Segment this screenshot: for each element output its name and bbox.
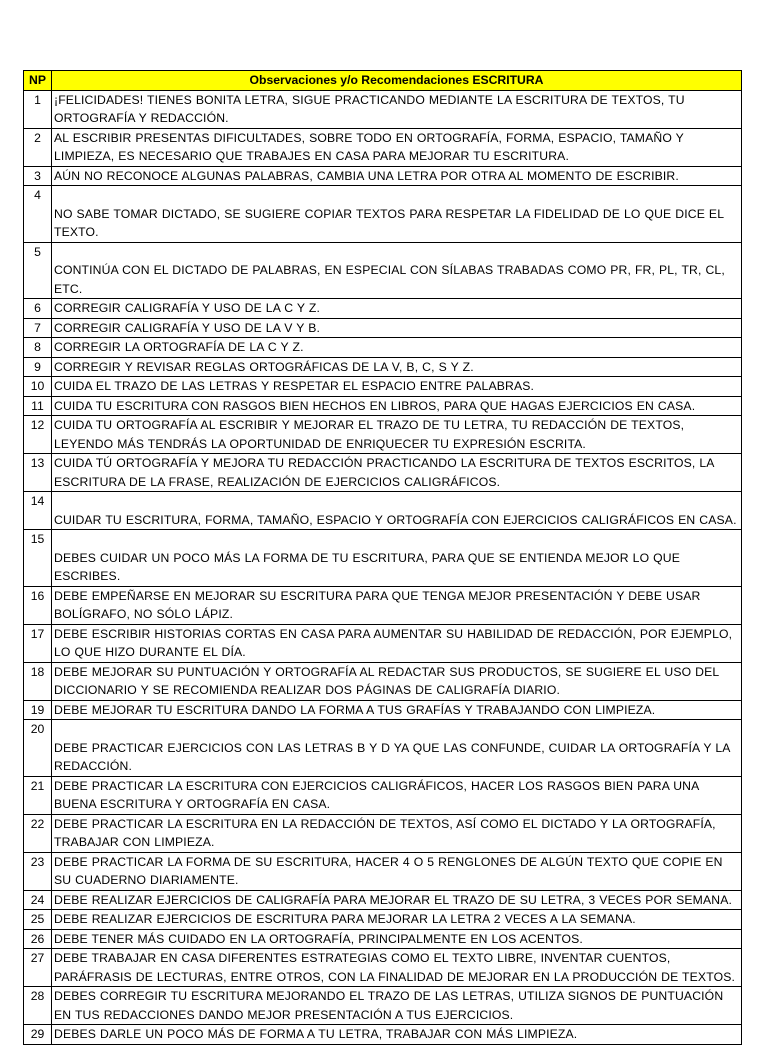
observation-cell[interactable]: ¡FELICIDADES! TIENES BONITA LETRA, SIGUE PRACTICANDO MEDIANTE LA ESCRITURA DE TEXTOS, TU ORTOGRAFÍA Y REDACCIÓN.	[52, 90, 742, 128]
observation-cell[interactable]: DEBE REALIZAR EJERCICIOS DE CALIGRAFÍA PARA MEJORAR EL TRAZO DE SU LETRA, 3 VECES POR SEMANA.	[52, 890, 742, 910]
np-cell[interactable]: 4	[24, 186, 52, 243]
table-row	[24, 1025, 742, 1045]
observations-table	[23, 70, 742, 1045]
np-cell[interactable]: 12	[24, 416, 52, 454]
np-cell[interactable]: 28	[24, 987, 52, 1025]
table-row	[24, 586, 742, 624]
table-row	[24, 299, 742, 319]
table-row	[24, 338, 742, 358]
np-cell[interactable]: 23	[24, 852, 52, 890]
np-cell[interactable]: 3	[24, 166, 52, 186]
table-row	[24, 852, 742, 890]
np-cell[interactable]: 21	[24, 776, 52, 814]
observation-cell[interactable]: DEBE PRACTICAR LA FORMA DE SU ESCRITURA, HACER 4 O 5 RENGLONES DE ALGÚN TEXTO QUE COPIE EN SU CUADERNO DIARIAMENTE.	[52, 852, 742, 890]
np-cell[interactable]: 13	[24, 454, 52, 492]
header-np-cell[interactable]: NP	[24, 71, 52, 91]
observation-cell[interactable]: NO SABE TOMAR DICTADO, SE SUGIERE COPIAR TEXTOS PARA RESPETAR LA FIDELIDAD DE LO QUE DICE EL TEXTO.	[52, 186, 742, 243]
table-row	[24, 530, 742, 587]
table-row	[24, 720, 742, 777]
table-row	[24, 454, 742, 492]
np-cell[interactable]: 27	[24, 949, 52, 987]
np-cell[interactable]: 1	[24, 90, 52, 128]
header-observations-cell[interactable]: Observaciones y/o Recomendaciones ESCRITURA	[52, 71, 742, 91]
table-row	[24, 377, 742, 397]
observation-cell[interactable]: DEBES CUIDAR UN POCO MÁS LA FORMA DE TU ESCRITURA, PARA QUE SE ENTIENDA MEJOR LO QUE ESCRIBES.	[52, 530, 742, 587]
table-row	[24, 492, 742, 530]
table-row	[24, 624, 742, 662]
observation-cell[interactable]: CUIDA TU ORTOGRAFÍA AL ESCRIBIR Y MEJORAR EL TRAZO DE TU LETRA, TU REDACCIÓN DE TEXTOS, LEYENDO MÁS TENDRÁS LA OPORTUNIDAD DE ENRIQUECER TU EXPRESIÓN ESCRITA.	[52, 416, 742, 454]
table-row	[24, 910, 742, 930]
table-row	[24, 776, 742, 814]
table-row	[24, 662, 742, 700]
observation-cell[interactable]: DEBE MEJORAR TU ESCRITURA DANDO LA FORMA A TUS GRAFÍAS Y TRABAJANDO CON LIMPIEZA.	[52, 700, 742, 720]
observation-cell[interactable]: CORREGIR LA ORTOGRAFÍA DE LA C Y Z.	[52, 338, 742, 358]
table-row	[24, 128, 742, 166]
np-cell[interactable]: 16	[24, 586, 52, 624]
np-cell[interactable]: 6	[24, 299, 52, 319]
np-cell[interactable]: 15	[24, 530, 52, 587]
observation-cell[interactable]: AÚN NO RECONOCE ALGUNAS PALABRAS, CAMBIA UNA LETRA POR OTRA AL MOMENTO DE ESCRIBIR.	[52, 166, 742, 186]
np-cell[interactable]: 22	[24, 814, 52, 852]
spreadsheet-sheet	[23, 70, 741, 1045]
np-cell[interactable]: 18	[24, 662, 52, 700]
np-cell[interactable]: 19	[24, 700, 52, 720]
observation-cell[interactable]: CUIDA TU ESCRITURA CON RASGOS BIEN HECHOS EN LIBROS, PARA QUE HAGAS EJERCICIOS EN CASA.	[52, 396, 742, 416]
np-cell[interactable]: 25	[24, 910, 52, 930]
observation-cell[interactable]: DEBE EMPEÑARSE EN MEJORAR SU ESCRITURA PARA QUE TENGA MEJOR PRESENTACIÓN Y DEBE USAR BOLÍGRAFO, NO SÓLO LÁPIZ.	[52, 586, 742, 624]
np-cell[interactable]: 20	[24, 720, 52, 777]
np-cell[interactable]: 2	[24, 128, 52, 166]
observation-cell[interactable]: DEBE MEJORAR SU PUNTUACIÓN Y ORTOGRAFÍA AL REDACTAR SUS PRODUCTOS, SE SUGIERE EL USO DEL DICCIONARIO Y SE RECOMIENDA REALIZAR DOS PÁGINAS DE CALIGRAFÍA DIARIO.	[52, 662, 742, 700]
np-cell[interactable]: 26	[24, 929, 52, 949]
header-row	[24, 71, 742, 91]
np-cell[interactable]: 11	[24, 396, 52, 416]
np-cell[interactable]: 5	[24, 242, 52, 299]
table-row	[24, 166, 742, 186]
observation-cell[interactable]: DEBES DARLE UN POCO MÁS DE FORMA A TU LETRA, TRABAJAR CON MÁS LIMPIEZA.	[52, 1025, 742, 1045]
observation-cell[interactable]: DEBE TENER MÁS CUIDADO EN LA ORTOGRAFÍA, PRINCIPALMENTE EN LOS ACENTOS.	[52, 929, 742, 949]
observation-cell[interactable]: DEBE REALIZAR EJERCICIOS DE ESCRITURA PARA MEJORAR LA LETRA 2 VECES A LA SEMANA.	[52, 910, 742, 930]
observation-cell[interactable]: CONTINÚA CON EL DICTADO DE PALABRAS, EN ESPECIAL CON SÍLABAS TRABADAS COMO PR, FR, PL, TR, CL, ETC.	[52, 242, 742, 299]
np-cell[interactable]: 29	[24, 1025, 52, 1045]
observation-cell[interactable]: DEBE PRACTICAR EJERCICIOS CON LAS LETRAS B Y D YA QUE LAS CONFUNDE, CUIDAR LA ORTOGRAFÍA Y LA REDACCIÓN.	[52, 720, 742, 777]
table-row	[24, 242, 742, 299]
observation-cell[interactable]: DEBES CORREGIR TU ESCRITURA MEJORANDO EL TRAZO DE LAS LETRAS, UTILIZA SIGNOS DE PUNTUACIÓN EN TUS REDACCIONES DANDO MEJOR PRESENTACIÓN A TUS EJERCICIOS.	[52, 987, 742, 1025]
np-cell[interactable]: 17	[24, 624, 52, 662]
observation-cell[interactable]: CORREGIR CALIGRAFÍA Y USO DE LA C Y Z.	[52, 299, 742, 319]
table-row	[24, 949, 742, 987]
table-row	[24, 987, 742, 1025]
table-row	[24, 90, 742, 128]
np-cell[interactable]: 14	[24, 492, 52, 530]
observation-cell[interactable]: CORREGIR Y REVISAR REGLAS ORTOGRÁFICAS DE LA V, B, C, S Y Z.	[52, 357, 742, 377]
np-cell[interactable]: 24	[24, 890, 52, 910]
observation-cell[interactable]: CORREGIR CALIGRAFÍA Y USO DE LA V Y B.	[52, 318, 742, 338]
observation-cell[interactable]: DEBE PRACTICAR LA ESCRITURA EN LA REDACCIÓN DE TEXTOS, ASÍ COMO EL DICTADO Y LA ORTOGRAFÍA, TRABAJAR CON LIMPIEZA.	[52, 814, 742, 852]
table-row	[24, 396, 742, 416]
observation-cell[interactable]: CUIDAR TU ESCRITURA, FORMA, TAMAÑO, ESPACIO Y ORTOGRAFÍA CON EJERCICIOS CALIGRÁFICOS EN CASA.	[52, 492, 742, 530]
table-row	[24, 890, 742, 910]
observation-cell[interactable]: DEBE TRABAJAR EN CASA DIFERENTES ESTRATEGIAS COMO EL TEXTO LIBRE, INVENTAR CUENTOS, PARÁFRASIS DE LECTURAS, ENTRE OTROS, CON LA FINALIDAD DE MEJORAR EN LA PRODUCCIÓN DE TEXTOS.	[52, 949, 742, 987]
table-row	[24, 357, 742, 377]
np-cell[interactable]: 9	[24, 357, 52, 377]
table-row	[24, 416, 742, 454]
table-row	[24, 814, 742, 852]
table-row	[24, 700, 742, 720]
table-row	[24, 186, 742, 243]
table-row	[24, 929, 742, 949]
observation-cell[interactable]: AL ESCRIBIR PRESENTAS DIFICULTADES, SOBRE TODO EN ORTOGRAFÍA, FORMA, ESPACIO, TAMAÑO Y LIMPIEZA, ES NECESARIO QUE TRABAJES EN CASA PARA MEJORAR TU ESCRITURA.	[52, 128, 742, 166]
observation-cell[interactable]: DEBE PRACTICAR LA ESCRITURA CON EJERCICIOS CALIGRÁFICOS, HACER LOS RASGOS BIEN PARA UNA BUENA ESCRITURA Y ORTOGRAFÍA EN CASA.	[52, 776, 742, 814]
np-cell[interactable]: 8	[24, 338, 52, 358]
np-cell[interactable]: 10	[24, 377, 52, 397]
observation-cell[interactable]: CUIDA EL TRAZO DE LAS LETRAS Y RESPETAR EL ESPACIO ENTRE PALABRAS.	[52, 377, 742, 397]
table-row	[24, 318, 742, 338]
np-cell[interactable]: 7	[24, 318, 52, 338]
observation-cell[interactable]: DEBE ESCRIBIR HISTORIAS CORTAS EN CASA PARA AUMENTAR SU HABILIDAD DE REDACCIÓN, POR EJEMPLO, LO QUE HIZO DURANTE EL DÍA.	[52, 624, 742, 662]
observation-cell[interactable]: CUIDA TÚ ORTOGRAFÍA Y MEJORA TU REDACCIÓN PRACTICANDO LA ESCRITURA DE TEXTOS ESCRITOS, LA ESCRITURA DE LA FRASE, REALIZACIÓN DE EJERCICIOS CALIGRÁFICOS.	[52, 454, 742, 492]
